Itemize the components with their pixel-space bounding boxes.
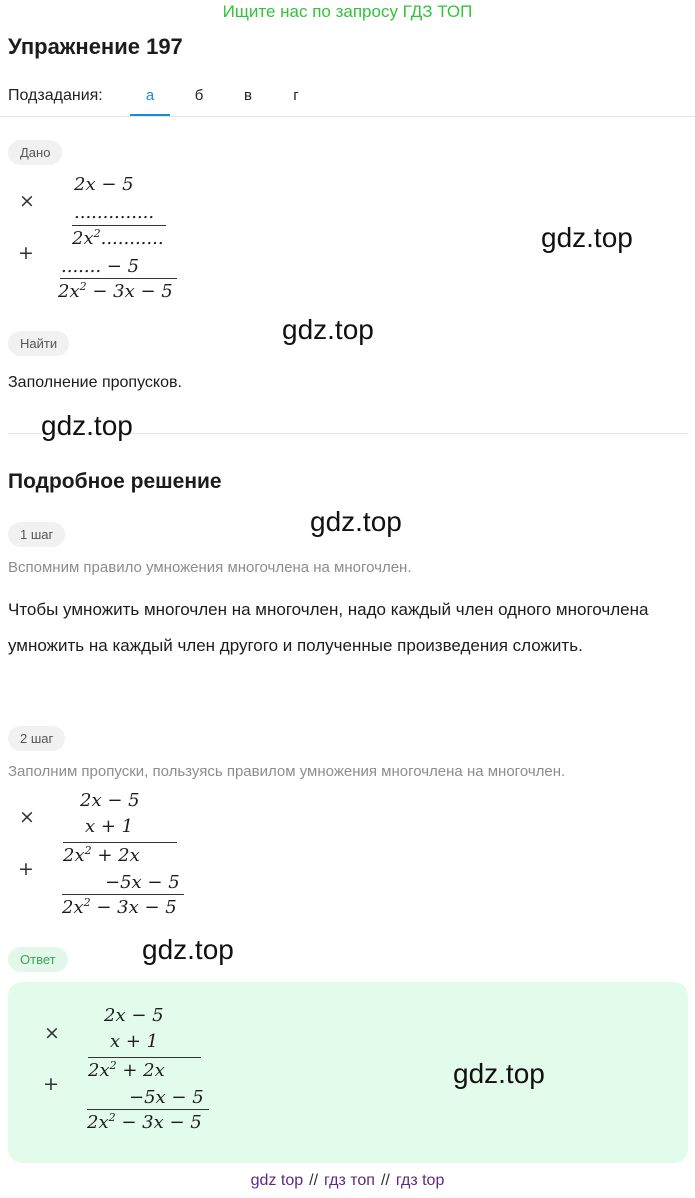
given-line2 (60, 278, 177, 279)
subtasks-label: Подзадания: (8, 87, 103, 104)
watermark: gdz.top (541, 222, 633, 253)
given-result: $2x^2 - 3x - 5$ (58, 280, 173, 302)
step2-row1: 2x − 5 (80, 790, 140, 811)
step2-line2 (62, 894, 184, 895)
watermark: gdz.top (453, 1058, 545, 1089)
given-line1 (72, 225, 166, 226)
answer-row2: x + 1 (110, 1031, 159, 1052)
step2-muted-text: Заполним пропуски, пользуясь правилом умножения многочлена на многочлен. (8, 763, 566, 780)
given-row1: 2x − 5 (74, 174, 134, 195)
answer-line1 (88, 1057, 201, 1058)
answer-row1: 2x − 5 (104, 1005, 164, 1026)
watermark: gdz.top (142, 934, 234, 965)
footer-separator: // (309, 1172, 319, 1189)
answer-result: $2x^2 - 3x - 5$ (87, 1111, 202, 1133)
answer-plus-sign: + (43, 1073, 59, 1095)
footer-separator: // (380, 1172, 390, 1189)
answer-row3: $2x^2 + 2x$ (88, 1059, 165, 1081)
footer-link-gdz-top[interactable]: gdz top (250, 1172, 304, 1189)
step2-line1 (63, 842, 177, 843)
top-banner: Ищите нас по запросу ГДЗ ТОП (222, 2, 473, 21)
solution-title: Подробное решение (8, 470, 222, 493)
step2-result: $2x^2 - 3x - 5$ (62, 896, 177, 918)
footer-link-gdz-top-ru[interactable]: гдз топ (324, 1172, 375, 1189)
tabs-divider (0, 116, 695, 117)
answer-line2 (87, 1109, 209, 1110)
watermark: gdz.top (282, 314, 374, 345)
tab-v[interactable]: в (244, 87, 252, 104)
answer-pill: Ответ (8, 947, 68, 972)
step1-muted-text: Вспомним правило умножения многочлена на многочлен. (8, 559, 412, 576)
footer-link-gdz-top-mixed[interactable]: гдз top (395, 1172, 445, 1189)
find-pill: Найти (8, 331, 69, 356)
step1-pill: 1 шаг (8, 522, 65, 547)
watermark: gdz.top (41, 410, 133, 441)
given-row2: .............. (74, 202, 155, 223)
tab-a[interactable]: а (130, 84, 170, 116)
given-pill: Дано (8, 140, 62, 165)
page-title: Упражнение 197 (8, 34, 183, 59)
step2-pill: 2 шаг (8, 726, 65, 751)
step2-plus-sign: + (18, 858, 34, 880)
answer-times-sign: × (44, 1022, 60, 1044)
tab-g[interactable]: г (293, 87, 299, 104)
watermark: gdz.top (310, 506, 402, 537)
given-row4: ....... − 5 (61, 256, 140, 277)
given-plus-sign: + (18, 242, 34, 264)
step1-rule-text: Чтобы умножить многочлен на многочлен, надо каждый член одного многочлена умножить на каждый член другого и полученные произведения сложить. (8, 600, 649, 655)
answer-row4: −5x − 5 (129, 1087, 204, 1108)
step2-times-sign: × (19, 806, 35, 828)
given-row3: $2x^2$........... (72, 227, 164, 249)
step2-row4: −5x − 5 (105, 872, 180, 893)
given-times-sign: × (19, 190, 35, 212)
tab-b[interactable]: б (194, 87, 204, 104)
step2-row3: $2x^2 + 2x$ (63, 844, 140, 866)
footer-links (0, 1172, 695, 1190)
step2-row2: x + 1 (85, 816, 134, 837)
find-text: Заполнение пропусков. (8, 374, 182, 391)
